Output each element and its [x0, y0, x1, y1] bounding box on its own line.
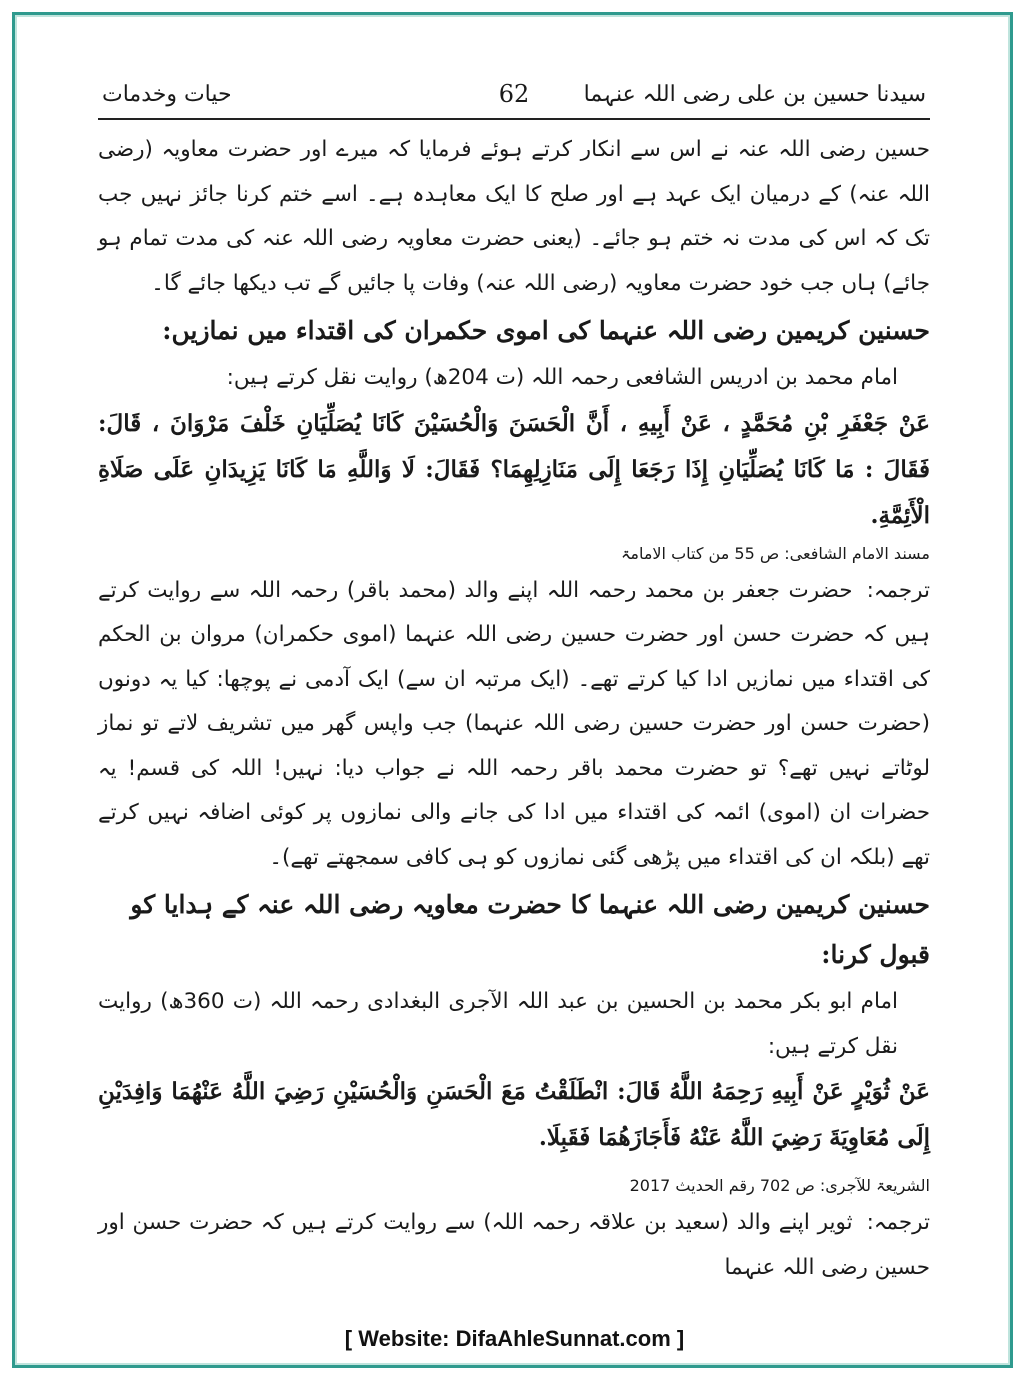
book-title: سیدنا حسین بن علی رضی اللہ عنہما [583, 82, 926, 107]
page-header [98, 78, 930, 120]
translation-label: ترجمہ: [866, 577, 930, 603]
page-number: 62 [498, 80, 530, 108]
heading-prayers: حسنین کریمین رضی اللہ عنہما کی اموی حکمران کی اقتداء میں نمازیں: [162, 316, 930, 345]
section-title: حیات وخدمات [102, 82, 232, 107]
document-page [98, 78, 930, 1290]
reference-2: الشریعۃ للآجری: ص 702 رقم الحدیث 2017 [629, 1176, 930, 1195]
paragraph-1: حسین رضی اللہ عنہ نے اس سے انکار کرتے ہوئے فرمایا کہ میرے اور حضرت معاویہ (رضی اللہ عنہ) کے درمیان ایک عہد ہے اور صلح کا ایک معاہدہ ہے۔ اسے ختم کرنا جائز نہیں جب تک کہ اس کی مدت نہ ختم ہو جائے۔ (یعنی حضرت معاویہ رضی اللہ عنہ کی مدت تمام ہو جائے) ہاں جب خود حضرت معاویہ (رضی اللہ عنہ) وفات پا جائیں گے تب دیکھا جائے گا۔ [98, 137, 930, 296]
arabic-text-1: عَنْ جَعْفَرِ بْنِ مُحَمَّدٍ ، عَنْ أَبِيهِ ، أَنَّ الْحَسَنَ وَالْحُسَيْنَ كَانَا يُصَلِّيَانِ خَلْفَ مَرْوَانَ ، قَالَ: فَقَالَ : مَا كَانَا يُصَلِّيَانِ إِذَا رَجَعَا إِلَى مَنَازِلِهِمَا؟ فَقَالَ: لَا وَاللَّهِ مَا كَانَا يَزِيدَانِ عَلَى صَلَاةِ الْأَئِمَّةِ. [98, 409, 930, 529]
arabic-text-2: عَنْ ثُوَيْرٍ عَنْ أَبِيهِ رَحِمَهُ اللَّهُ قَالَ: انْطَلَقْتُ مَعَ الْحَسَنِ وَالْحُسَيْنِ رَضِيَ اللَّهُ عَنْهُمَا وَافِدَيْنِ إِلَى مُعَاوِيَةَ رَضِيَ اللَّهُ عَنْهُ فَأَجَازَهُمَا فَقَبِلَا. [98, 1078, 930, 1151]
narration-intro-1: امام محمد بن ادریس الشافعی رحمہ اللہ (ت 204ھ) روایت نقل کرتے ہیں: [226, 365, 898, 390]
website-footer: [ Website: DifaAhleSunnat.com ] [344, 1326, 685, 1351]
translation-2-text: ثویر اپنے والد (سعید بن علاقہ رحمہ اللہ) سے روایت کرتے ہیں کہ حضرت حسن اور حسین رضی اللہ عنہما [98, 1210, 930, 1280]
heading-gifts: حسنین کریمین رضی اللہ عنہما کا حضرت معاویہ رضی اللہ عنہ کے ہدایا کو قبول کرنا: [130, 890, 930, 969]
translation-1-text: حضرت جعفر بن محمد رحمہ اللہ اپنے والد (محمد باقر) رحمہ اللہ سے روایت کرتے ہیں کہ حضرت حسن اور حضرت حسین رضی اللہ عنہما (اموی حکمران) مروان بن الحکم کی اقتداء میں نمازیں ادا کیا کرتے تھے۔ (ایک مرتبہ ان سے) ایک آدمی نے پوچھا: کیا یہ دونوں (حضرت حسن اور حضرت حسین رضی اللہ عنہما) جب واپس گھر میں تشریف لاتے تو نماز لوٹاتے نہیں تھے؟ تو حضرت محمد باقر رحمہ اللہ نے جواب دیا: نہیں! اللہ کی قسم! یہ حضرات ان (اموی) ائمہ کی اقتداء میں ادا کی جانے والی نمازوں پر کوئی اضافہ نہیں کرتے تھے (بلکہ ان کی اقتداء میں پڑھی گئی نمازوں کو ہی کافی سمجھتے تھے)۔ [98, 577, 930, 870]
translation-1 [98, 569, 930, 881]
reference-1: مسند الامام الشافعی: ص 55 من کتاب الامامۃ [621, 543, 930, 563]
translation-label-2: ترجمہ: [866, 1210, 930, 1235]
narration-intro-2: امام ابو بکر محمد بن الحسین بن عبد اللہ الآجری البغدادی رحمہ اللہ (ت 360ھ) روایت نقل کرتے ہیں: [98, 989, 898, 1059]
translation-2 [98, 1201, 930, 1290]
